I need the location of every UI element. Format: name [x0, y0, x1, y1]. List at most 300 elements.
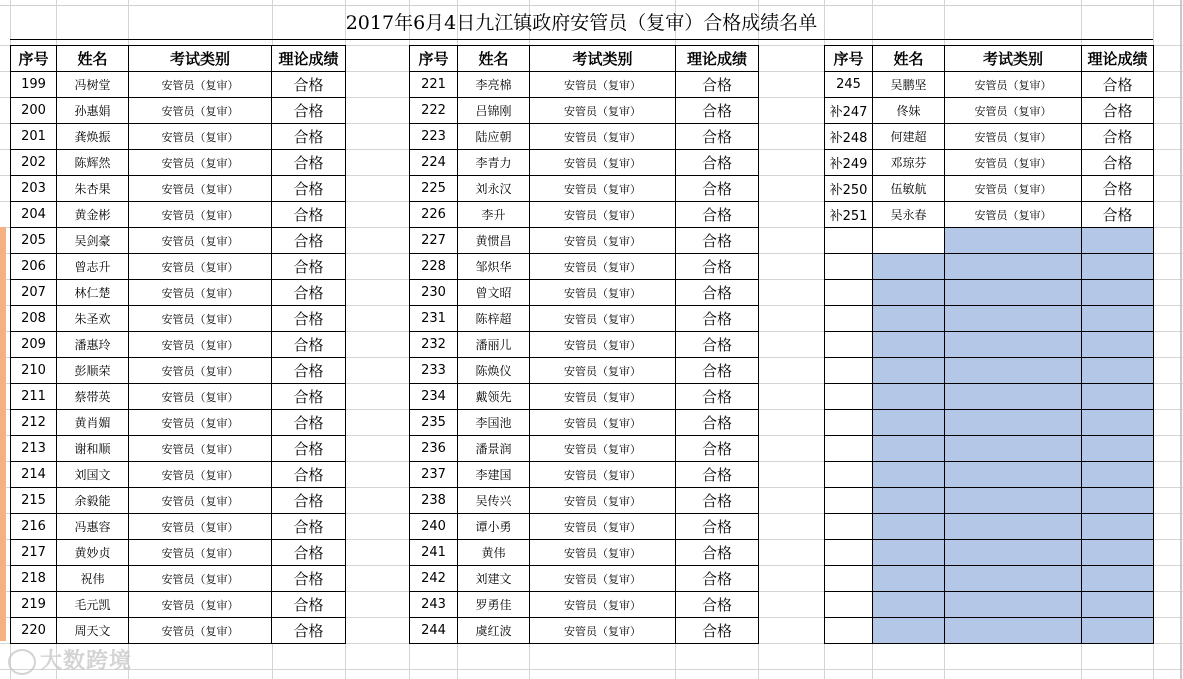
cell-seq[interactable]: 234: [410, 384, 458, 410]
cell-empty-score[interactable]: [1082, 592, 1154, 618]
cell-score[interactable]: 合格: [1082, 176, 1154, 202]
cell-empty-score[interactable]: [1082, 514, 1154, 540]
cell-empty-exam-type[interactable]: [945, 280, 1082, 306]
cell-score[interactable]: 合格: [676, 202, 759, 228]
header-name[interactable]: 姓名: [57, 46, 129, 72]
cell-name[interactable]: 彭顺荣: [57, 358, 129, 384]
cell-empty-seq[interactable]: [825, 566, 873, 592]
cell-score[interactable]: 合格: [272, 384, 346, 410]
header-seq[interactable]: 序号: [11, 46, 57, 72]
cell-exam-type[interactable]: 安管员（复审）: [530, 332, 676, 358]
cell-empty-score[interactable]: [1082, 306, 1154, 332]
cell-seq[interactable]: 220: [11, 618, 57, 644]
cell-empty-seq[interactable]: [825, 618, 873, 644]
cell-seq[interactable]: 222: [410, 98, 458, 124]
cell-seq[interactable]: 210: [11, 358, 57, 384]
cell-seq[interactable]: 227: [410, 228, 458, 254]
cell-empty-name[interactable]: [873, 436, 945, 462]
cell-empty-exam-type[interactable]: [945, 618, 1082, 644]
cell-name[interactable]: 邹炽华: [458, 254, 530, 280]
cell-exam-type[interactable]: 安管员（复审）: [129, 150, 272, 176]
cell-empty-seq[interactable]: [825, 514, 873, 540]
cell-seq[interactable]: 补249: [825, 150, 873, 176]
cell-seq[interactable]: 199: [11, 72, 57, 98]
cell-score[interactable]: 合格: [676, 592, 759, 618]
cell-seq[interactable]: 244: [410, 618, 458, 644]
cell-empty-score[interactable]: [1082, 384, 1154, 410]
cell-empty-seq[interactable]: [825, 332, 873, 358]
cell-empty-exam-type[interactable]: [945, 358, 1082, 384]
cell-score[interactable]: 合格: [676, 384, 759, 410]
cell-name[interactable]: 曾志升: [57, 254, 129, 280]
cell-exam-type[interactable]: 安管员（复审）: [129, 436, 272, 462]
cell-seq[interactable]: 221: [410, 72, 458, 98]
cell-score[interactable]: 合格: [676, 462, 759, 488]
cell-seq[interactable]: 206: [11, 254, 57, 280]
table-row: [11, 254, 346, 280]
cell-empty-seq[interactable]: [825, 254, 873, 280]
cell-exam-type[interactable]: 安管员（复审）: [530, 124, 676, 150]
cell-name[interactable]: 李升: [458, 202, 530, 228]
table-row: [410, 514, 759, 540]
cell-name[interactable]: 黄妙贞: [57, 540, 129, 566]
cell-name[interactable]: 朱杏果: [57, 176, 129, 202]
cell-empty-score[interactable]: [1082, 566, 1154, 592]
cell-name[interactable]: 邓琼芬: [873, 150, 945, 176]
cell-exam-type[interactable]: 安管员（复审）: [945, 150, 1082, 176]
header-score[interactable]: 理论成绩: [676, 46, 759, 72]
table-row: [410, 150, 759, 176]
cell-seq[interactable]: 212: [11, 410, 57, 436]
cell-exam-type[interactable]: 安管员（复审）: [129, 566, 272, 592]
cell-empty-seq[interactable]: [825, 358, 873, 384]
cell-score[interactable]: 合格: [272, 540, 346, 566]
cell-exam-type[interactable]: 安管员（复审）: [129, 228, 272, 254]
cell-seq[interactable]: 223: [410, 124, 458, 150]
cell-exam-type[interactable]: 安管员（复审）: [530, 462, 676, 488]
cell-empty-exam-type[interactable]: [945, 306, 1082, 332]
cell-seq[interactable]: 224: [410, 150, 458, 176]
cell-score[interactable]: 合格: [676, 540, 759, 566]
cell-name[interactable]: 陈梓超: [458, 306, 530, 332]
header-exam-type[interactable]: 考试类别: [129, 46, 272, 72]
cell-exam-type[interactable]: 安管员（复审）: [530, 228, 676, 254]
table-middle: [409, 45, 759, 644]
cell-empty-name[interactable]: [873, 254, 945, 280]
cell-name[interactable]: 蔡帯英: [57, 384, 129, 410]
table-row-empty: [825, 436, 1154, 462]
cell-exam-type[interactable]: 安管员（复审）: [129, 202, 272, 228]
cell-empty-score[interactable]: [1082, 410, 1154, 436]
cell-empty-exam-type[interactable]: [945, 436, 1082, 462]
cell-score[interactable]: 合格: [272, 436, 346, 462]
cell-exam-type[interactable]: 安管员（复审）: [530, 436, 676, 462]
cell-score[interactable]: 合格: [676, 358, 759, 384]
cell-name[interactable]: 周天文: [57, 618, 129, 644]
cell-empty-seq[interactable]: [825, 592, 873, 618]
table-row: [410, 618, 759, 644]
cell-name[interactable]: 吕锦刚: [458, 98, 530, 124]
cell-seq[interactable]: 241: [410, 540, 458, 566]
cell-seq[interactable]: 201: [11, 124, 57, 150]
cell-seq[interactable]: 245: [825, 72, 873, 98]
cell-score[interactable]: 合格: [272, 332, 346, 358]
table-row: [11, 280, 346, 306]
cell-empty-name[interactable]: [873, 280, 945, 306]
cell-exam-type[interactable]: 安管员（复审）: [129, 124, 272, 150]
cell-name[interactable]: 吴鹏坚: [873, 72, 945, 98]
cell-seq[interactable]: 215: [11, 488, 57, 514]
cell-seq[interactable]: 232: [410, 332, 458, 358]
cell-seq[interactable]: 205: [11, 228, 57, 254]
cell-name[interactable]: 何建超: [873, 124, 945, 150]
cell-name[interactable]: 谭小勇: [458, 514, 530, 540]
cell-exam-type[interactable]: 安管员（复审）: [530, 566, 676, 592]
cell-name[interactable]: 龚焕振: [57, 124, 129, 150]
header-name[interactable]: 姓名: [873, 46, 945, 72]
cell-name[interactable]: 陈焕仪: [458, 358, 530, 384]
cell-seq[interactable]: 235: [410, 410, 458, 436]
cell-seq[interactable]: 补250: [825, 176, 873, 202]
cell-score[interactable]: 合格: [272, 488, 346, 514]
cell-name[interactable]: 吴剑豪: [57, 228, 129, 254]
cell-exam-type[interactable]: 安管员（复审）: [129, 592, 272, 618]
cell-exam-type[interactable]: 安管员（复审）: [129, 540, 272, 566]
cell-exam-type[interactable]: 安管员（复审）: [129, 176, 272, 202]
cell-empty-exam-type[interactable]: [945, 332, 1082, 358]
cell-empty-name[interactable]: [873, 462, 945, 488]
cell-exam-type[interactable]: 安管员（复审）: [530, 98, 676, 124]
cell-seq[interactable]: 214: [11, 462, 57, 488]
header-name[interactable]: 姓名: [458, 46, 530, 72]
cell-seq[interactable]: 补251: [825, 202, 873, 228]
cell-score[interactable]: 合格: [272, 306, 346, 332]
cell-name[interactable]: 黄惯昌: [458, 228, 530, 254]
cell-empty-name[interactable]: [873, 228, 945, 254]
cell-exam-type[interactable]: 安管员（复审）: [129, 280, 272, 306]
cell-exam-type[interactable]: 安管员（复审）: [129, 410, 272, 436]
cell-name[interactable]: 黄金彬: [57, 202, 129, 228]
table-row-empty: [825, 514, 1154, 540]
cell-seq[interactable]: 225: [410, 176, 458, 202]
table-row: [410, 540, 759, 566]
cell-seq[interactable]: 211: [11, 384, 57, 410]
cell-score[interactable]: 合格: [272, 410, 346, 436]
header-seq[interactable]: 序号: [410, 46, 458, 72]
cell-empty-seq[interactable]: [825, 410, 873, 436]
cell-seq[interactable]: 216: [11, 514, 57, 540]
cell-empty-score[interactable]: [1082, 228, 1154, 254]
cell-exam-type[interactable]: 安管员（复审）: [129, 488, 272, 514]
cell-empty-seq[interactable]: [825, 462, 873, 488]
cell-exam-type[interactable]: 安管员（复审）: [530, 540, 676, 566]
selected-rows-indicator: [0, 227, 6, 641]
cell-score[interactable]: 合格: [676, 306, 759, 332]
cell-seq[interactable]: 217: [11, 540, 57, 566]
cell-empty-name[interactable]: [873, 332, 945, 358]
cell-name[interactable]: 林仁楚: [57, 280, 129, 306]
cell-score[interactable]: 合格: [676, 410, 759, 436]
cell-exam-type[interactable]: 安管员（复审）: [129, 384, 272, 410]
cell-exam-type[interactable]: 安管员（复审）: [530, 592, 676, 618]
cell-score[interactable]: 合格: [1082, 98, 1154, 124]
cell-empty-name[interactable]: [873, 566, 945, 592]
cell-name[interactable]: 伍敏航: [873, 176, 945, 202]
cell-seq[interactable]: 202: [11, 150, 57, 176]
cell-name[interactable]: 冯树堂: [57, 72, 129, 98]
cell-exam-type[interactable]: 安管员（复审）: [530, 176, 676, 202]
cell-seq[interactable]: 213: [11, 436, 57, 462]
cell-name[interactable]: 潘丽儿: [458, 332, 530, 358]
table-row: [11, 124, 346, 150]
cell-score[interactable]: 合格: [272, 566, 346, 592]
cell-exam-type[interactable]: 安管员（复审）: [945, 98, 1082, 124]
cell-empty-score[interactable]: [1082, 540, 1154, 566]
cell-seq[interactable]: 226: [410, 202, 458, 228]
table-row: [410, 488, 759, 514]
cell-empty-seq[interactable]: [825, 384, 873, 410]
header-seq[interactable]: 序号: [825, 46, 873, 72]
cell-exam-type[interactable]: 安管员（复审）: [530, 410, 676, 436]
cell-score[interactable]: 合格: [272, 228, 346, 254]
cell-seq[interactable]: 219: [11, 592, 57, 618]
cell-score[interactable]: 合格: [272, 254, 346, 280]
cell-empty-score[interactable]: [1082, 280, 1154, 306]
cell-name[interactable]: 刘国文: [57, 462, 129, 488]
cell-empty-score[interactable]: [1082, 332, 1154, 358]
cell-empty-name[interactable]: [873, 410, 945, 436]
cell-name[interactable]: 孙惠娟: [57, 98, 129, 124]
cell-score[interactable]: 合格: [676, 228, 759, 254]
cell-exam-type[interactable]: 安管员（复审）: [530, 72, 676, 98]
cell-name[interactable]: 吴传兴: [458, 488, 530, 514]
cell-exam-type[interactable]: 安管员（复审）: [129, 72, 272, 98]
cell-score[interactable]: 合格: [272, 462, 346, 488]
table-row-empty: [825, 540, 1154, 566]
cell-score[interactable]: 合格: [676, 332, 759, 358]
cell-score[interactable]: 合格: [272, 98, 346, 124]
cell-seq[interactable]: 207: [11, 280, 57, 306]
watermark: [8, 644, 132, 675]
cell-seq[interactable]: 233: [410, 358, 458, 384]
cell-score[interactable]: 合格: [272, 618, 346, 644]
cell-exam-type[interactable]: 安管员（复审）: [945, 72, 1082, 98]
cell-seq[interactable]: 228: [410, 254, 458, 280]
cell-empty-exam-type[interactable]: [945, 384, 1082, 410]
cell-empty-seq[interactable]: [825, 306, 873, 332]
cell-score[interactable]: 合格: [676, 514, 759, 540]
cell-exam-type[interactable]: 安管员（复审）: [530, 618, 676, 644]
cell-name[interactable]: 余毅能: [57, 488, 129, 514]
table-row: [410, 462, 759, 488]
cell-name[interactable]: 刘建文: [458, 566, 530, 592]
cell-empty-exam-type[interactable]: [945, 566, 1082, 592]
cell-seq[interactable]: 231: [410, 306, 458, 332]
sheet-title[interactable]: 2017年6月4日九江镇政府安管员（复审）合格成绩名单: [10, 7, 1153, 40]
header-exam-type[interactable]: 考试类别: [530, 46, 676, 72]
cell-seq[interactable]: 230: [410, 280, 458, 306]
cell-name[interactable]: 毛元凯: [57, 592, 129, 618]
cell-score[interactable]: 合格: [676, 566, 759, 592]
cell-empty-score[interactable]: [1082, 254, 1154, 280]
cell-empty-score[interactable]: [1082, 358, 1154, 384]
cell-exam-type[interactable]: 安管员（复审）: [530, 150, 676, 176]
cell-empty-exam-type[interactable]: [945, 540, 1082, 566]
cell-score[interactable]: 合格: [676, 618, 759, 644]
cell-name[interactable]: 吴永春: [873, 202, 945, 228]
cell-name[interactable]: 陆应朝: [458, 124, 530, 150]
cell-score[interactable]: 合格: [272, 176, 346, 202]
cell-empty-seq[interactable]: [825, 228, 873, 254]
cell-empty-score[interactable]: [1082, 618, 1154, 644]
cell-empty-score[interactable]: [1082, 488, 1154, 514]
cell-seq[interactable]: 243: [410, 592, 458, 618]
cell-name[interactable]: 祝伟: [57, 566, 129, 592]
cell-name[interactable]: 潘惠玲: [57, 332, 129, 358]
cell-empty-exam-type[interactable]: [945, 228, 1082, 254]
cell-seq[interactable]: 200: [11, 98, 57, 124]
cell-score[interactable]: 合格: [272, 150, 346, 176]
cell-score[interactable]: 合格: [1082, 124, 1154, 150]
cell-empty-name[interactable]: [873, 384, 945, 410]
cell-exam-type[interactable]: 安管员（复审）: [129, 254, 272, 280]
cell-seq[interactable]: 218: [11, 566, 57, 592]
cell-empty-seq[interactable]: [825, 280, 873, 306]
cell-empty-exam-type[interactable]: [945, 254, 1082, 280]
table-row: [11, 332, 346, 358]
cell-empty-exam-type[interactable]: [945, 410, 1082, 436]
cell-seq[interactable]: 240: [410, 514, 458, 540]
cell-empty-score[interactable]: [1082, 462, 1154, 488]
cell-seq[interactable]: 238: [410, 488, 458, 514]
cell-score[interactable]: 合格: [676, 98, 759, 124]
cell-exam-type[interactable]: 安管员（复审）: [530, 280, 676, 306]
cell-name[interactable]: 陈辉然: [57, 150, 129, 176]
cell-score[interactable]: 合格: [676, 72, 759, 98]
cell-empty-name[interactable]: [873, 540, 945, 566]
cell-name[interactable]: 李国池: [458, 410, 530, 436]
cell-name[interactable]: 曾文昭: [458, 280, 530, 306]
cell-score[interactable]: 合格: [676, 280, 759, 306]
cell-seq[interactable]: 242: [410, 566, 458, 592]
cell-seq[interactable]: 204: [11, 202, 57, 228]
cell-score[interactable]: 合格: [272, 514, 346, 540]
cell-exam-type[interactable]: 安管员（复审）: [945, 124, 1082, 150]
cell-score[interactable]: 合格: [272, 202, 346, 228]
header-exam-type[interactable]: 考试类别: [945, 46, 1082, 72]
cell-exam-type[interactable]: 安管员（复审）: [129, 306, 272, 332]
cell-seq[interactable]: 209: [11, 332, 57, 358]
header-score[interactable]: 理论成绩: [272, 46, 346, 72]
table-row: [825, 202, 1154, 228]
cell-score[interactable]: 合格: [272, 592, 346, 618]
cell-score[interactable]: 合格: [676, 254, 759, 280]
table-row: [825, 176, 1154, 202]
cell-empty-exam-type[interactable]: [945, 592, 1082, 618]
cell-name[interactable]: 戴领先: [458, 384, 530, 410]
cell-seq[interactable]: 236: [410, 436, 458, 462]
cell-name[interactable]: 黄肖媚: [57, 410, 129, 436]
cell-empty-seq[interactable]: [825, 488, 873, 514]
cell-score[interactable]: 合格: [272, 124, 346, 150]
cell-empty-name[interactable]: [873, 618, 945, 644]
cell-empty-name[interactable]: [873, 514, 945, 540]
cell-empty-seq[interactable]: [825, 436, 873, 462]
cell-empty-name[interactable]: [873, 358, 945, 384]
cell-name[interactable]: 李青力: [458, 150, 530, 176]
cell-seq[interactable]: 208: [11, 306, 57, 332]
cell-exam-type[interactable]: 安管员（复审）: [129, 514, 272, 540]
cell-empty-score[interactable]: [1082, 436, 1154, 462]
cell-seq[interactable]: 237: [410, 462, 458, 488]
cell-exam-type[interactable]: 安管员（复审）: [129, 332, 272, 358]
cell-exam-type[interactable]: 安管员（复审）: [945, 176, 1082, 202]
cell-name[interactable]: 李建国: [458, 462, 530, 488]
cell-score[interactable]: 合格: [272, 280, 346, 306]
cell-exam-type[interactable]: 安管员（复审）: [530, 358, 676, 384]
cell-exam-type[interactable]: 安管员（复审）: [530, 306, 676, 332]
cell-seq[interactable]: 补247: [825, 98, 873, 124]
cell-exam-type[interactable]: 安管员（复审）: [129, 98, 272, 124]
cell-score[interactable]: 合格: [676, 176, 759, 202]
cell-score[interactable]: 合格: [676, 488, 759, 514]
cell-exam-type[interactable]: 安管员（复审）: [530, 488, 676, 514]
cell-name[interactable]: 刘永汉: [458, 176, 530, 202]
cell-exam-type[interactable]: 安管员（复审）: [530, 514, 676, 540]
cell-name[interactable]: 黄伟: [458, 540, 530, 566]
cell-score[interactable]: 合格: [676, 124, 759, 150]
watermark-text: 大数跨境: [40, 649, 133, 674]
cell-empty-name[interactable]: [873, 592, 945, 618]
header-score[interactable]: 理论成绩: [1082, 46, 1154, 72]
cell-exam-type[interactable]: 安管员（复审）: [530, 384, 676, 410]
cell-exam-type[interactable]: 安管员（复审）: [945, 202, 1082, 228]
cell-score[interactable]: 合格: [1082, 202, 1154, 228]
table-row: [410, 98, 759, 124]
cell-exam-type[interactable]: 安管员（复审）: [129, 618, 272, 644]
cell-name[interactable]: 冯惠容: [57, 514, 129, 540]
cell-name[interactable]: 虞红波: [458, 618, 530, 644]
cell-empty-exam-type[interactable]: [945, 488, 1082, 514]
cell-name[interactable]: 罗勇佳: [458, 592, 530, 618]
cell-score[interactable]: 合格: [1082, 72, 1154, 98]
cell-empty-exam-type[interactable]: [945, 462, 1082, 488]
cell-exam-type[interactable]: 安管员（复审）: [129, 462, 272, 488]
cell-name[interactable]: 朱圣欢: [57, 306, 129, 332]
cell-seq[interactable]: 补248: [825, 124, 873, 150]
cell-name[interactable]: 谢和顺: [57, 436, 129, 462]
cell-score[interactable]: 合格: [676, 436, 759, 462]
cell-score[interactable]: 合格: [676, 150, 759, 176]
cell-score[interactable]: 合格: [272, 358, 346, 384]
cell-name[interactable]: 李亮棉: [458, 72, 530, 98]
cell-name[interactable]: 佟妹: [873, 98, 945, 124]
cell-seq[interactable]: 203: [11, 176, 57, 202]
cell-name[interactable]: 潘景润: [458, 436, 530, 462]
cell-exam-type[interactable]: 安管员（复审）: [129, 358, 272, 384]
cell-exam-type[interactable]: 安管员（复审）: [530, 202, 676, 228]
table-row: [410, 384, 759, 410]
cell-empty-name[interactable]: [873, 306, 945, 332]
cell-score[interactable]: 合格: [1082, 150, 1154, 176]
cell-exam-type[interactable]: 安管员（复审）: [530, 254, 676, 280]
table-row-empty: [825, 566, 1154, 592]
cell-empty-exam-type[interactable]: [945, 514, 1082, 540]
table-row: [410, 358, 759, 384]
cell-empty-name[interactable]: [873, 488, 945, 514]
cell-empty-seq[interactable]: [825, 540, 873, 566]
cell-score[interactable]: 合格: [272, 72, 346, 98]
